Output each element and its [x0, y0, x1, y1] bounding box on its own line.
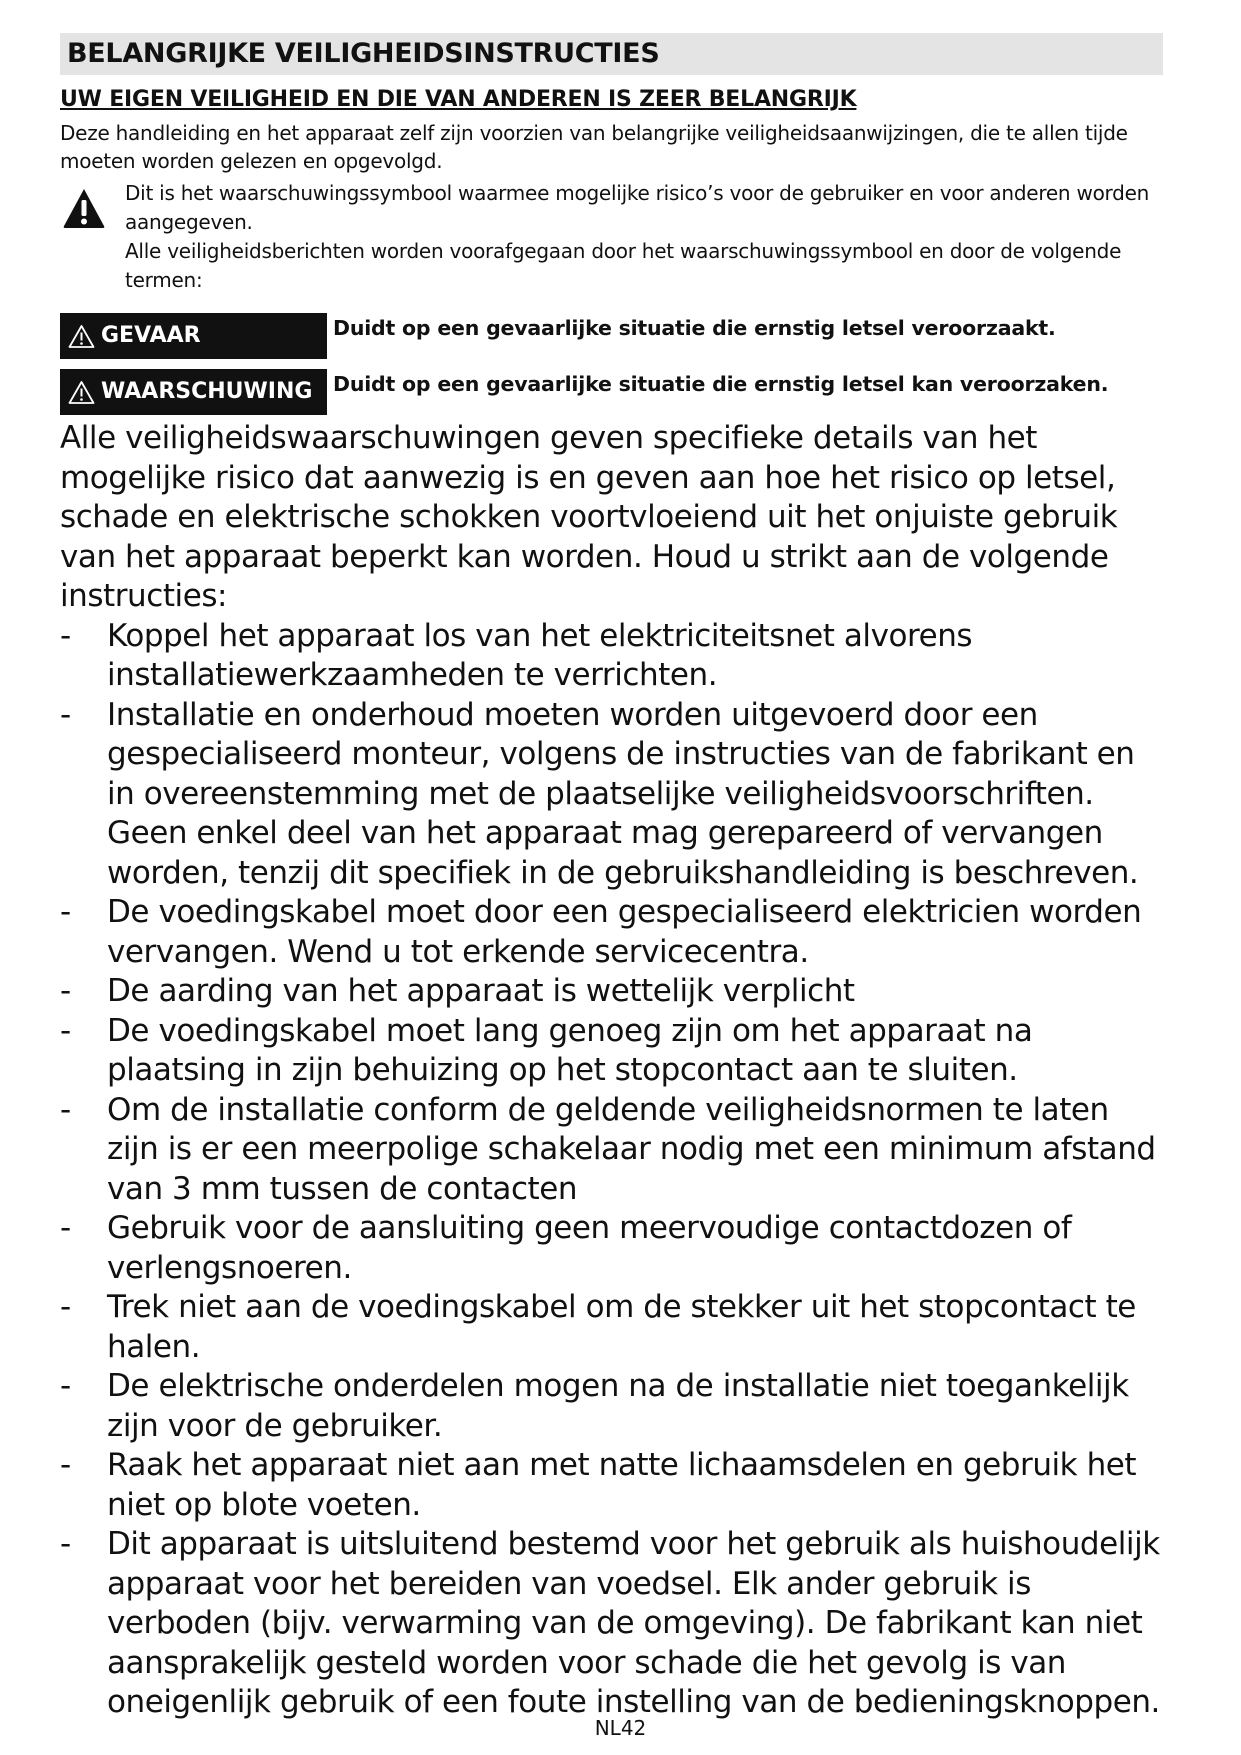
- term-label-waarschuwing: [60, 369, 327, 415]
- bullet-dash: -: [60, 1526, 71, 1562]
- list-item: - Trek niet aan de voedingskabel om de stekker uit het stopcontact te halen.: [60, 1289, 1136, 1365]
- term-row-gevaar: [60, 313, 1163, 359]
- list-item: - Installatie en onderhoud moeten worden uitgevoerd door een gespecialiseerd monteur, volgens de instructies van de fabrikant en in overeenstemming met de plaatselijke veiligheidsvoorschriften. Geen enkel deel van het apparaat mag gerepareerd of vervangen worden, tenzij dit specifiek in de gebruikshandleiding is beschreven.: [60, 696, 1139, 891]
- body-paragraph: Alle veiligheidswaarschuwingen geven specifieke details van het mogelijke risico dat aanwezig is en geven aan hoe het risico op letsel, schade en elektrische schokken voortvloeiend uit het onjuiste gebruik van het apparaat beperkt kan worden. Houd u strikt aan de volgende instructies:: [60, 420, 1118, 614]
- bullet-dash: -: [60, 1210, 71, 1246]
- bullet-dash: -: [60, 1368, 71, 1404]
- bullet-dash: -: [60, 973, 71, 1009]
- list-item: - De elektrische onderdelen mogen na de installatie niet toegankelijk zijn voor de gebruiker.: [60, 1368, 1129, 1444]
- list-item: - Om de installatie conform de geldende veiligheidsnormen te laten zijn is er een meerpolige schakelaar nodig met een minimum afstand van 3 mm tussen de contacten: [60, 1091, 1156, 1207]
- document-page: [60, 33, 1163, 1723]
- list-item: - De voedingskabel moet lang genoeg zijn om het apparaat na plaatsing in zijn behuizing op het stopcontact aan te sluiten.: [60, 1012, 1033, 1088]
- section-title: BELANGRIJKE VEILIGHEIDSINSTRUCTIES: [60, 33, 1163, 75]
- list-item: - De aarding van het apparaat is wettelijk verplicht: [60, 972, 1163, 1012]
- term-row-waarschuwing: [60, 369, 1163, 415]
- list-item: - Koppel het apparaat los van het elektriciteitsnet alvorens installatiewerkzaamheden te verrichten.: [60, 617, 973, 693]
- term-description: Duidt op een gevaarlijke situatie die ernstig letsel kan veroorzaken.: [333, 372, 1109, 396]
- bullet-dash: -: [60, 1289, 71, 1325]
- term-label-text: GEVAAR: [101, 323, 201, 348]
- symbol-text: Dit is het waarschuwingssymbool waarmee mogelijke risico’s voor de gebruiker en voor anderen worden aangegeven.: [125, 181, 1150, 234]
- warning-triangle-icon: [62, 187, 106, 229]
- term-label-gevaar: [60, 313, 327, 359]
- bullet-dash: -: [60, 1012, 71, 1049]
- list-item: - Raak het apparaat niet aan met natte lichaamsdelen en gebruik het niet op blote voeten.: [60, 1447, 1137, 1523]
- bullet-dash: -: [60, 696, 71, 733]
- intro-paragraph: Deze handleiding en het apparaat zelf zijn voorzien van belangrijke veiligheidsaanwijzingen, die te allen tijde moeten worden gelezen en opgevolgd.: [60, 121, 1128, 173]
- list-item: - Dit apparaat is uitsluitend bestemd voor het gebruik als huishoudelijk apparaat voor het bereiden van voedsel. Elk ander gebruik is verboden (bijv. verwarming van de omgeving). De fabrikant kan niet aansprakelijk gesteld worden voor schade die het gevolg is van oneigenlijk gebruik of een foute instelling van de bedieningsknoppen.: [60, 1526, 1160, 1720]
- page-number: NL42: [594, 1716, 647, 1740]
- warning-outline-icon: [68, 380, 95, 405]
- bullet-dash: -: [60, 617, 71, 654]
- bullet-dash: -: [60, 894, 71, 930]
- list-item: - Gebruik voor de aansluiting geen meervoudige contactdozen of verlengsnoeren.: [60, 1210, 1072, 1286]
- term-label-text: WAARSCHUWING: [101, 379, 313, 404]
- term-description: Duidt op een gevaarlijke situatie die ernstig letsel veroorzaakt.: [333, 316, 1056, 340]
- instruction-list: [60, 617, 1163, 1723]
- warning-symbol-explanation: [60, 179, 1163, 295]
- bullet-dash: -: [60, 1091, 71, 1128]
- bullet-dash: -: [60, 1447, 71, 1483]
- list-item: - De voedingskabel moet door een gespecialiseerd elektricien worden vervangen. Wend u tot erkende servicecentra.: [60, 894, 1142, 970]
- subtitle: UW EIGEN VEILIGHEID EN DIE VAN ANDEREN IS ZEER BELANGRIJK: [60, 87, 857, 112]
- symbol-text: Alle veiligheidsberichten worden voorafgegaan door het waarschuwingssymbool en door de volgende termen:: [125, 239, 1122, 292]
- warning-outline-icon: [68, 324, 95, 349]
